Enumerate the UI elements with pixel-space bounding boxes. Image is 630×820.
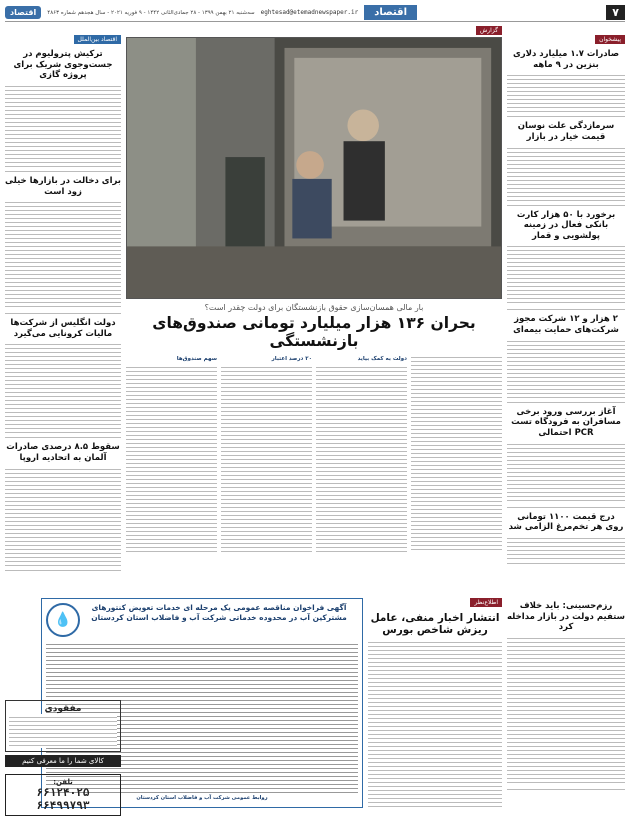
story xyxy=(5,442,121,570)
page-number: ۷ xyxy=(606,5,625,20)
story-headline: ترکیش پترولیوم در جست‌وجوی شریک برای پروژه گازی xyxy=(13,49,113,81)
story xyxy=(507,49,625,117)
story-headline: سرمازدگی علت نوسان قیمت خیار در بازار xyxy=(517,121,615,142)
email-address: eghtesad@etemadnewspaper.ir xyxy=(260,9,359,16)
section-title: اقتصاد xyxy=(364,5,417,20)
right-column xyxy=(507,26,625,598)
tel-label: تلفن: xyxy=(53,778,73,786)
story-body xyxy=(507,72,625,112)
phone-number: ۶۶۱۲۴۰۲۵ xyxy=(36,786,90,799)
phone-box xyxy=(5,774,121,816)
ad-title: آگهی فراخوان مناقصه عمومی یک مرحله ای خدمات تعویض کنتورهای مشترکین آب در محدوده خدماتی شرکت آب و فاضلاب استان کردستان xyxy=(91,603,347,623)
story-body xyxy=(507,243,625,305)
main-photo xyxy=(126,37,502,299)
article-column xyxy=(316,354,407,598)
story-body xyxy=(507,338,625,398)
right-column-continued xyxy=(507,598,625,808)
story-body xyxy=(507,535,625,559)
story xyxy=(507,314,625,402)
article-column xyxy=(126,354,217,598)
story-headline: برخورد با ۵۰ هزار کارت بانکی فعال در زمینه پولشویی و قمار xyxy=(516,209,616,241)
story-headline: سقوط ۸.۵ درصدی صادرات آلمان به اتحادیه اروپا xyxy=(6,442,120,463)
story-body xyxy=(507,145,625,201)
newspaper-logo: اقتصاد xyxy=(5,6,41,19)
bourse-tag: اطلاع‌نظر xyxy=(470,598,502,607)
water-drop-icon: 💧 xyxy=(46,603,80,637)
main-columns xyxy=(5,26,625,598)
story xyxy=(507,512,625,564)
left-column xyxy=(5,26,121,598)
story-body xyxy=(507,441,625,503)
classified-box xyxy=(5,700,121,816)
story xyxy=(5,318,121,438)
right-column-tag: پیشخوان xyxy=(595,35,625,44)
lost-title: مفقودی xyxy=(44,704,82,714)
report-tag: گزارش xyxy=(476,26,502,35)
article-subhead: دولت به کمک بیاید xyxy=(357,356,407,362)
issue-meta: سه‌شنبه ۲۱ بهمن ۱۳۹۹ - ۲۸ جمادی‌الثانی ۱۴۴۲ - ۹ فوریه ۲۰۲۱ - سال هجدهم شماره ۴۸۶۳ xyxy=(47,9,255,16)
masthead xyxy=(5,4,625,22)
bourse-story xyxy=(368,598,502,808)
story xyxy=(507,121,625,205)
article-body xyxy=(126,354,502,598)
story xyxy=(507,601,625,790)
article-kicker: بار مالی همسان‌سازی حقوق بازنشستگان برای دولت چقدر است؟ xyxy=(204,303,424,312)
story-headline: برای دخالت در بازارها خیلی زود است xyxy=(5,175,121,197)
phone-number: ۶۶۴۹۹۷۹۳ xyxy=(36,799,90,812)
bourse-headline: انتشار اخبار منفی، عامل ریزش شاخص بورس xyxy=(370,612,500,636)
left-column-tag: اقتصاد بین‌الملل xyxy=(74,35,122,44)
story xyxy=(507,210,625,311)
article-subhead: ۲۰ درصد اعتبار xyxy=(271,356,312,362)
ad-header xyxy=(46,603,358,637)
center-column xyxy=(126,26,502,598)
story-headline: ۲ هزار و ۱۲ شرکت مجوز شرکت‌های حمایت بیمه‌ای xyxy=(513,314,619,335)
main-headline: بحران ۱۳۶ هزار میلیارد تومانی صندوق‌های بازنشستگی xyxy=(152,314,476,350)
article-column xyxy=(411,354,502,598)
story xyxy=(507,407,625,508)
elderly-men-photo xyxy=(127,38,501,298)
story-headline: درج قیمت ۱۱۰۰ تومانی روی هر تخم‌مرغ الزامی شد xyxy=(508,511,624,533)
story xyxy=(5,49,121,172)
lost-notice xyxy=(5,700,121,752)
story xyxy=(5,176,121,314)
ad-footer: روابط عمومی شرکت آب و فاضلاب استان کردستان xyxy=(136,795,268,802)
article-column xyxy=(221,354,312,598)
story-headline: رزم‌حسینی: باید خلاف ستفیم دولت در بازار مداخله کرد xyxy=(507,601,625,633)
story-headline: دولت انگلیس از شرکت‌ها مالیات کرونایی می‌گیرد xyxy=(10,318,116,339)
story-headline: آغاز بررسی ورود برخی مسافران به فرودگاه تست PCR احتمالی xyxy=(511,406,621,438)
story-headline: صادرات ۱.۷ میلیارد دلاری بنزین در ۹ ماهه xyxy=(512,49,620,70)
ads-label: کالای شما را ما معرفی کنیم xyxy=(5,755,121,767)
article-subhead: سهم صندوق‌ها xyxy=(176,356,217,362)
